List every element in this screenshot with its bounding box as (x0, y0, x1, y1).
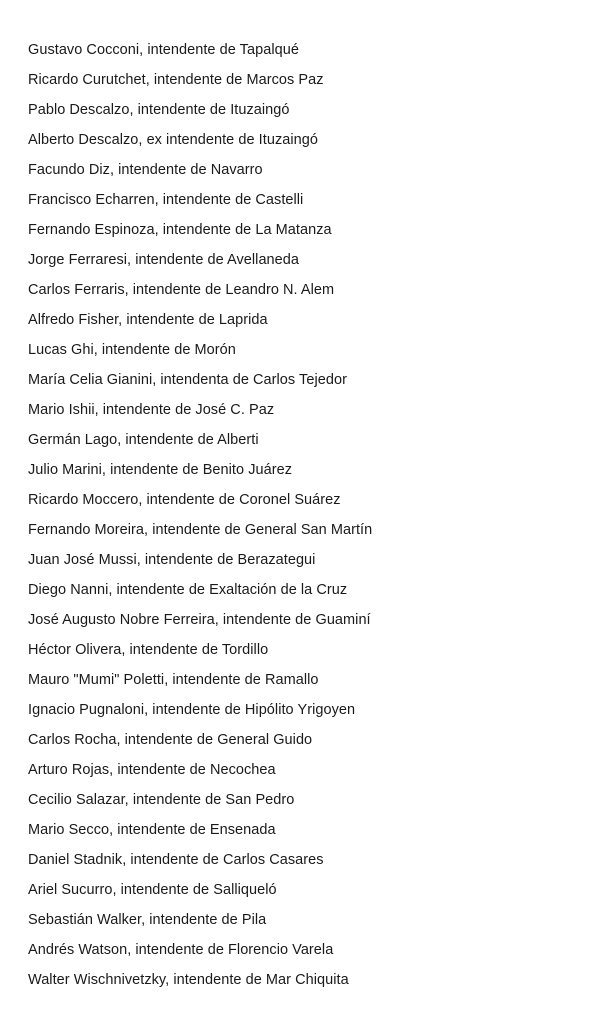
list-item: José Augusto Nobre Ferreira, intendente de Guaminí (28, 612, 371, 628)
list-item: Ricardo Moccero, intendente de Coronel Suárez (28, 492, 341, 508)
list-item: Héctor Olivera, intendente de Tordillo (28, 642, 269, 658)
list-item: Jorge Ferraresi, intendente de Avellaneda (28, 252, 300, 268)
list-item: Mario Ishii, intendente de José C. Paz (28, 402, 275, 418)
list-item: Andrés Watson, intendente de Florencio Varela (28, 942, 334, 958)
list-item: Juan José Mussi, intendente de Berazategui (28, 552, 316, 568)
list-item: Ricardo Curutchet, intendente de Marcos Paz (28, 72, 324, 88)
list-item: Gustavo Cocconi, intendente de Tapalqué (28, 42, 299, 58)
list-item: Cecilio Salazar, intendente de San Pedro (28, 792, 295, 808)
list-item: Francisco Echarren, intendente de Castelli (28, 192, 304, 208)
list-item: Walter Wischnivetzky, intendente de Mar Chiquita (28, 972, 349, 988)
list-item: Sebastián Walker, intendente de Pila (28, 912, 267, 928)
list-item: Facundo Diz, intendente de Navarro (28, 162, 263, 178)
list-item: Fernando Moreira, intendente de General San Martín (28, 522, 373, 538)
list-item: Lucas Ghi, intendente de Morón (28, 342, 236, 358)
signer-list (28, 35, 372, 995)
list-item: Mauro "Mumi" Poletti, intendente de Ramallo (28, 672, 319, 688)
list-item: Arturo Rojas, intendente de Necochea (28, 762, 276, 778)
list-item: Diego Nanni, intendente de Exaltación de la Cruz (28, 582, 348, 598)
list-item: Germán Lago, intendente de Alberti (28, 432, 259, 448)
list-item: Julio Marini, intendente de Benito Juárez (28, 462, 293, 478)
list-item: Carlos Rocha, intendente de General Guido (28, 732, 313, 748)
list-item: Alfredo Fisher, intendente de Laprida (28, 312, 268, 328)
list-item: Ignacio Pugnaloni, intendente de Hipólito Yrigoyen (28, 702, 356, 718)
list-item: Ariel Sucurro, intendente de Salliqueló (28, 882, 277, 898)
list-item: Daniel Stadnik, intendente de Carlos Casares (28, 852, 324, 868)
list-item: Pablo Descalzo, intendente de Ituzaingó (28, 102, 290, 118)
list-item: María Celia Gianini, intendenta de Carlos Tejedor (28, 372, 347, 388)
list-item: Mario Secco, intendente de Ensenada (28, 822, 276, 838)
list-item: Alberto Descalzo, ex intendente de Ituzaingó (28, 132, 318, 148)
list-item: Carlos Ferraris, intendente de Leandro N. Alem (28, 282, 335, 298)
list-item: Fernando Espinoza, intendente de La Matanza (28, 222, 332, 238)
